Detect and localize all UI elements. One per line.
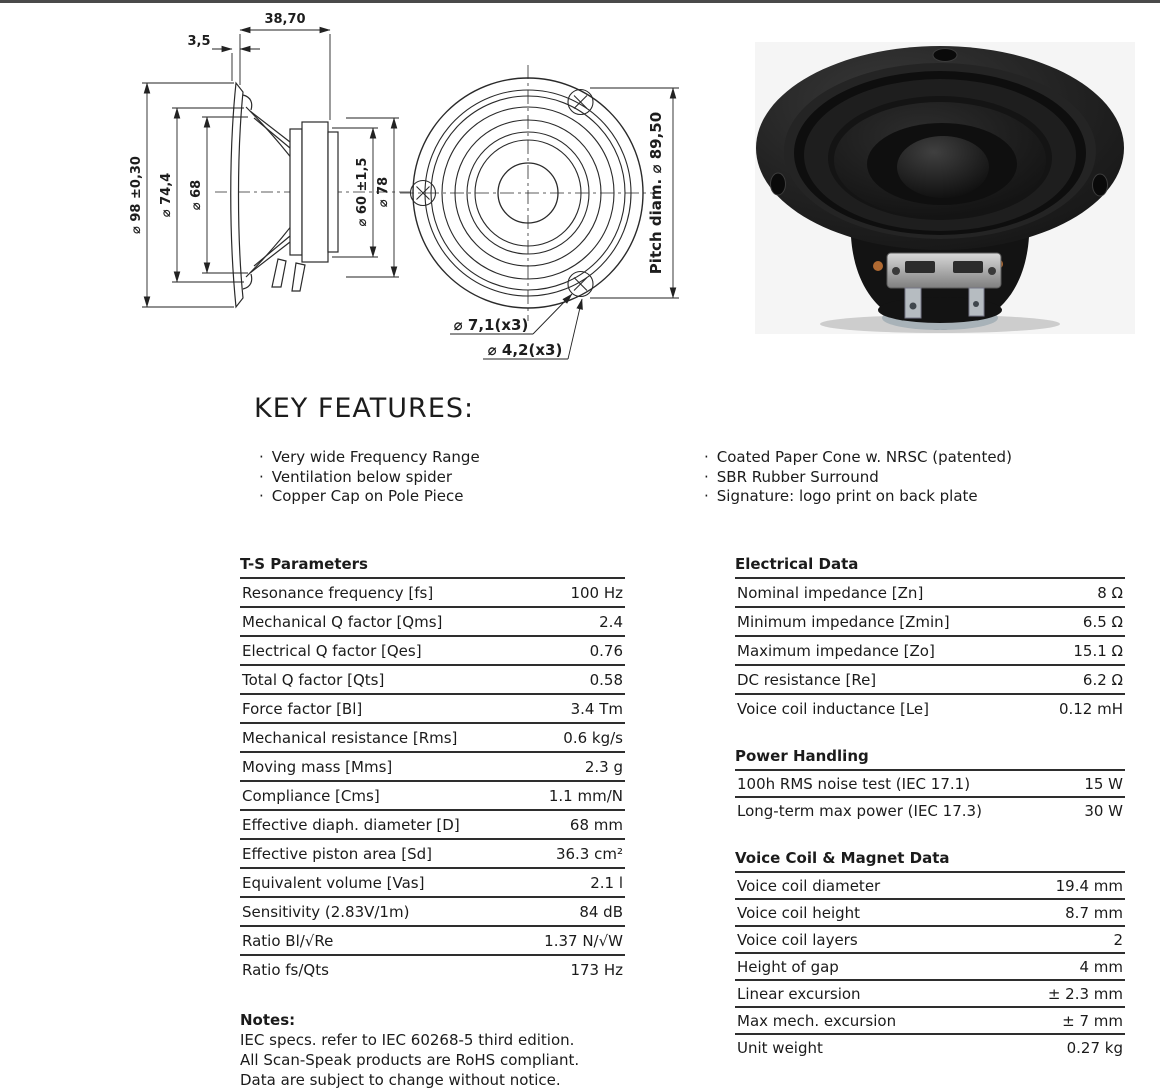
spec-label: Mechanical Q factor [Qms]	[242, 612, 443, 631]
spec-row	[735, 927, 1125, 954]
spec-label: Force factor [Bl]	[242, 699, 363, 718]
spec-value: 19.4 mm	[1055, 876, 1123, 895]
table-rows	[735, 579, 1125, 722]
notes-section	[240, 1010, 670, 1090]
spec-label: Voice coil height	[737, 903, 861, 922]
spec-value: 0.6 kg/s	[563, 728, 623, 747]
spec-value: 3.4 Tm	[570, 699, 623, 718]
spec-label: DC resistance [Re]	[737, 670, 877, 689]
spec-row	[735, 579, 1125, 608]
spec-value: 2.3 g	[584, 757, 623, 776]
note-line: Data are subject to change without notice.	[240, 1071, 561, 1089]
spec-value: 4 mm	[1079, 957, 1123, 976]
notes-lines	[240, 1030, 670, 1090]
spec-row	[735, 771, 1125, 798]
dia-74-label: ⌀ 74,4	[159, 172, 174, 218]
ts-parameters-table	[240, 555, 625, 983]
spec-value: 84 dB	[579, 902, 623, 921]
feature-item: · Signature: logo print on back plate	[704, 487, 1144, 507]
spec-row	[240, 695, 625, 724]
spec-row	[735, 900, 1125, 927]
spec-row	[735, 798, 1125, 823]
spec-label: Linear excursion	[737, 984, 861, 1003]
spec-value: ± 2.3 mm	[1047, 984, 1123, 1003]
key-features-title: KEY FEATURES:	[254, 393, 475, 424]
spec-value: 6.2 Ω	[1082, 670, 1123, 689]
spec-row	[240, 956, 625, 983]
spec-value: 1.1 mm/N	[548, 786, 623, 805]
table-title: Voice Coil & Magnet Data	[735, 849, 1125, 873]
spec-label: Effective piston area [Sd]	[242, 844, 433, 863]
note-line: IEC specs. refer to IEC 60268-5 third edition.	[240, 1031, 575, 1049]
spec-value: 36.3 cm²	[555, 844, 623, 863]
spec-row	[240, 898, 625, 927]
pitch-diameter-label: Pitch diam. ⌀ 89,50	[647, 111, 665, 275]
dia-outer-label: ⌀ 98 ±0,30	[129, 156, 144, 234]
spec-label: Ratio Bl/√Re	[242, 931, 334, 950]
feature-item: · Coated Paper Cone w. NRSC (patented)	[704, 448, 1144, 468]
spec-value: 0.76	[589, 641, 623, 660]
spec-value: 2	[1113, 930, 1123, 949]
spec-row	[240, 666, 625, 695]
key-features-list-right	[704, 448, 1144, 507]
note-line: All Scan-Speak products are RoHS compliant.	[240, 1051, 580, 1069]
spec-label: Voice coil layers	[737, 930, 858, 949]
spec-row	[735, 1035, 1125, 1060]
spec-row	[240, 608, 625, 637]
spec-label: Minimum impedance [Zmin]	[737, 612, 950, 631]
dim-flange-label: 3,5	[187, 34, 211, 49]
spec-row	[735, 608, 1125, 637]
feature-item: · Copper Cap on Pole Piece	[259, 487, 689, 507]
dia-68-label: ⌀ 68	[189, 179, 204, 211]
spec-value: 6.5 Ω	[1082, 612, 1123, 631]
screw-bottom-right	[568, 272, 593, 297]
spec-value: ± 7 mm	[1062, 1011, 1123, 1030]
spec-value: 8.7 mm	[1065, 903, 1123, 922]
spec-label: Long-term max power (IEC 17.3)	[737, 801, 982, 820]
spec-label: Equivalent volume [Vas]	[242, 873, 425, 892]
spec-row	[735, 873, 1125, 900]
table-title: Electrical Data	[735, 555, 1125, 579]
spec-value: 15 W	[1084, 774, 1123, 793]
dia-60-label: ⌀ 60 ±1,5	[355, 157, 370, 227]
spec-value: 8 Ω	[1097, 583, 1123, 602]
feature-item: · Very wide Frequency Range	[259, 448, 689, 468]
spec-row	[240, 840, 625, 869]
spec-row	[240, 637, 625, 666]
voice-coil-magnet-table	[735, 849, 1125, 1060]
spec-row	[240, 782, 625, 811]
spec-label: Mechanical resistance [Rms]	[242, 728, 458, 747]
spec-label: Compliance [Cms]	[242, 786, 380, 805]
screw-top-right	[568, 90, 593, 115]
spec-value: 100 Hz	[570, 583, 623, 602]
spec-label: 100h RMS noise test (IEC 17.1)	[737, 774, 971, 793]
spec-value: 0.12 mH	[1058, 699, 1123, 718]
spec-row	[735, 954, 1125, 981]
spec-value: 173 Hz	[570, 960, 623, 979]
hole-inner-label: ⌀ 4,2(x3)	[487, 341, 563, 359]
feature-item: · SBR Rubber Surround	[704, 468, 1144, 488]
key-features-list-left	[259, 448, 689, 507]
speaker-photo-graphic	[755, 42, 1135, 334]
electrical-data-table	[735, 555, 1125, 722]
spec-row	[735, 1008, 1125, 1035]
spec-label: Resonance frequency [fs]	[242, 583, 434, 602]
dim-width-label: 38,70	[264, 12, 306, 27]
spec-label: Maximum impedance [Zo]	[737, 641, 935, 660]
spec-value: 0.58	[589, 670, 623, 689]
spec-value: 1.37 N/√W	[544, 931, 623, 950]
spec-value: 2.1 l	[590, 873, 623, 892]
spec-label: Nominal impedance [Zn]	[737, 583, 924, 602]
table-title: Power Handling	[735, 747, 1125, 771]
spec-row	[240, 724, 625, 753]
spec-row	[240, 579, 625, 608]
spec-label: Voice coil inductance [Le]	[737, 699, 930, 718]
spec-label: Moving mass [Mms]	[242, 757, 393, 776]
spec-label: Total Q factor [Qts]	[242, 670, 385, 689]
power-handling-table	[735, 747, 1125, 823]
spec-label: Unit weight	[737, 1038, 823, 1057]
dia-78-label: ⌀ 78	[376, 176, 391, 208]
spec-value: 0.27 kg	[1066, 1038, 1123, 1057]
table-rows	[735, 771, 1125, 823]
spec-row	[735, 637, 1125, 666]
spec-row	[240, 811, 625, 840]
spec-label: Height of gap	[737, 957, 839, 976]
spec-value: 68 mm	[569, 815, 623, 834]
feature-item: · Ventilation below spider	[259, 468, 689, 488]
table-rows	[735, 873, 1125, 1060]
spec-label: Max mech. excursion	[737, 1011, 897, 1030]
spec-row	[735, 981, 1125, 1008]
table-title: T-S Parameters	[240, 555, 625, 579]
hole-outer-label: ⌀ 7,1(x3)	[453, 316, 529, 334]
table-rows	[240, 579, 625, 983]
top-border-line	[0, 0, 1160, 3]
notes-title: Notes:	[240, 1011, 296, 1029]
technical-drawing	[120, 5, 700, 377]
spec-row	[240, 869, 625, 898]
front-view	[400, 65, 656, 321]
spec-row	[240, 927, 625, 956]
spec-label: Electrical Q factor [Qes]	[242, 641, 422, 660]
spec-row	[240, 753, 625, 782]
spec-label: Voice coil diameter	[737, 876, 881, 895]
spec-value: 30 W	[1084, 801, 1123, 820]
spec-row	[735, 695, 1125, 722]
spec-label: Effective diaph. diameter [D]	[242, 815, 460, 834]
product-photo	[755, 42, 1135, 334]
spec-value: 15.1 Ω	[1073, 641, 1123, 660]
spec-label: Sensitivity (2.83V/1m)	[242, 902, 410, 921]
spec-label: Ratio fs/Qts	[242, 960, 329, 979]
spec-value: 2.4	[599, 612, 623, 631]
spec-row	[735, 666, 1125, 695]
